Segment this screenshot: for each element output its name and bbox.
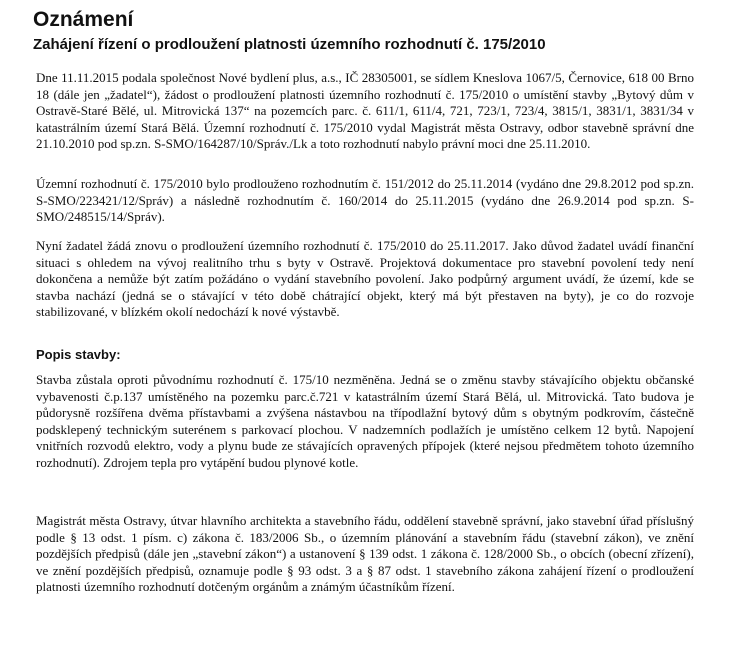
- paragraph-extension-history: Územní rozhodnutí č. 175/2010 bylo prodlouženo rozhodnutím č. 151/2012 do 25.11.2014 (vydáno dne 29.8.2012 pod sp.zn. S-SMO/223421/12/Správ) a následně rozhodnutím č. 160/2014 do 25.11.2015 (vydáno dne 26.9.2014 pod sp.zn. S-SMO/248515/14/Správ).: [36, 176, 694, 225]
- paragraph-building-description: Stavba zůstala oproti původnímu rozhodnutí č. 175/10 nezměněna. Jedná se o změnu stavby stávajícího objektu občanské vybavenosti č.p.137 umístěného na pozemku parc.č.721 v katastrálním území Stará Bělá, ul. Mitrovická. Tato budova je půdorysně rozšířena dvěma přístavbami a zvýšena nástavbou na třípodlažní bytový dům s obytným podkrovím, částečně podsklepený technickým suterénem s parkovací plochou. V nadzemních podlažích je umístěno celkem 12 bytů. Napojení vnitřních rozvodů elektro, vody a plynu bude ze stávajících opravených přípojek (které nejsou předmětem tohoto územního rozhodnutí). Zdrojem tepla pro vytápění budou plynové kotle.: [36, 372, 694, 470]
- page-subtitle: Zahájení řízení o prodloužení platnosti územního rozhodnutí č. 175/2010: [33, 36, 546, 53]
- page-title: Oznámení: [33, 8, 134, 31]
- paragraph-authority-notice: Magistrát města Ostravy, útvar hlavního architekta a stavebního řádu, oddělení stavebně správní, jako stavební úřad příslušný podle § 13 odst. 1 písm. c) zákona č. 183/2006 Sb., o územním plánování a stavebním řádu (stavební zákon), ve znění pozdějších předpisů (dále jen „stavební zákon“) a ustanovení § 139 odst. 1 zákona č. 128/2000 Sb., o obcích (obecní zřízení), ve znění pozdějších předpisů, oznamuje podle § 93 odst. 3 a § 87 odst. 1 stavebního zákona zahájení řízení o prodloužení platnosti územního rozhodnutí dotčeným orgánům a známým účastníkům řízení.: [36, 513, 694, 595]
- paragraph-request-reason: Nyní žadatel žádá znovu o prodloužení územního rozhodnutí č. 175/2010 do 25.11.2017. Jako důvod žadatel uvádí finanční situaci s ohledem na vývoj realitního trhu s byty v Ostravě. Projektová dokumentace pro stavební povolení tedy není dokončena a nemůže být zatím požádáno o vydání stavebního povolení. Jako podpůrný argument uvádí, že území, kde se stavba nachází (jedná se o stávající v této době chátrající objekt, který má být přestaven na byty), je co do rozvoje stabilizované, v blízkém okolí nedochází k nové výstavbě.: [36, 238, 694, 320]
- paragraph-application: Dne 11.11.2015 podala společnost Nové bydlení plus, a.s., IČ 28305001, se sídlem Kneslova 1067/5, Černovice, 618 00 Brno 18 (dále jen „žadatel“), žádost o prodloužení platnosti územního rozhodnutí č. 175/2010 o umístění stavby „Bytový dům v Ostravě-Staré Bělé, ul. Mitrovická 137“ na pozemcích parc. č. 611/1, 611/4, 721, 723/1, 723/4, 3815/1, 3831/1, 3831/34 v katastrálním území Stará Bělá. Územní rozhodnutí č. 175/2010 vydal Magistrát města Ostravy, odbor stavebně správní dne 21.10.2010 pod sp.zn. S-SMO/164287/10/Správ./Lk a toto rozhodnutí nabylo právní moci dne 25.11.2010.: [36, 70, 694, 152]
- section-heading-building-description: Popis stavby:: [36, 347, 121, 362]
